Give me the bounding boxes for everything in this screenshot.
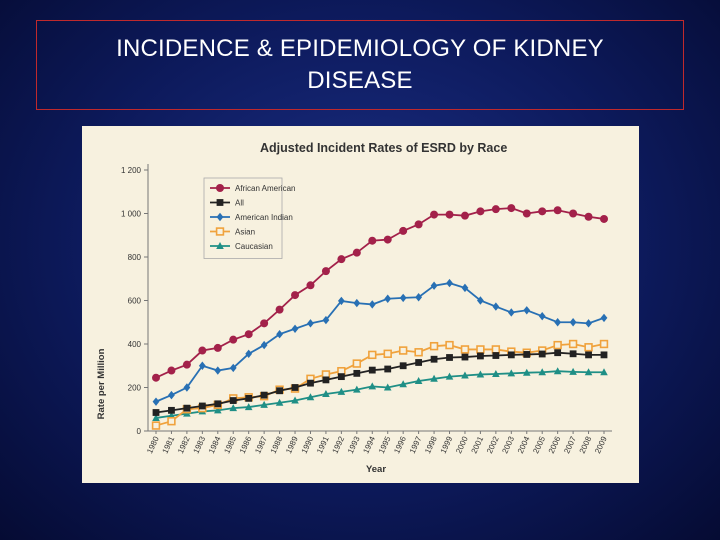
x-tick-label: 2001 [469,435,486,455]
data-point [523,306,530,314]
x-tick-label: 2005 [531,435,548,455]
x-tick-label: 2009 [593,435,609,455]
data-point [400,362,407,369]
data-point [415,359,422,366]
data-point [492,346,499,353]
data-point [198,347,206,355]
data-point [338,373,345,380]
data-point [446,211,454,219]
legend-label: African American [235,184,296,193]
series-line [156,344,604,426]
x-tick-label: 1984 [206,435,223,455]
slide-title-line-1: INCIDENCE & EPIDEMIOLOGY OF KIDNEY [116,35,604,62]
data-point [539,351,546,358]
data-point [183,361,191,369]
data-point [276,387,283,394]
x-tick-label: 1985 [222,435,239,455]
data-point [400,294,407,302]
data-point [183,405,190,412]
data-point [353,249,361,257]
x-tick-label: 1997 [407,435,424,455]
data-point [245,330,253,338]
x-tick-label: 2003 [500,435,517,455]
x-tick-label: 1983 [191,435,208,455]
data-point [322,267,330,275]
x-tick-label: 1991 [315,435,331,455]
data-point [415,349,422,356]
data-point [216,184,224,192]
data-point [153,397,160,405]
data-point [217,199,224,206]
x-tick-label: 1998 [423,435,439,455]
data-point [153,409,160,416]
data-point [600,215,608,223]
data-point [368,237,376,245]
data-point [168,407,175,414]
data-point [245,395,252,402]
x-tick-label: 1992 [330,435,347,455]
y-tick-label: 1 200 [120,166,141,175]
data-point [585,213,593,221]
data-point [508,351,515,358]
legend-label: American Indian [235,213,293,222]
data-point [570,318,577,326]
x-tick-label: 2004 [515,435,532,455]
x-tick-label: 1982 [176,435,192,455]
data-point [446,279,453,287]
legend-label: All [235,198,244,208]
data-point [446,354,453,361]
data-point [492,302,499,310]
data-point [477,346,484,353]
x-tick-label: 1989 [284,435,300,455]
data-point [585,319,592,327]
y-tick-label: 200 [127,383,141,393]
data-point [601,314,608,322]
data-point [292,384,299,391]
data-point [153,422,160,429]
chart-legend [204,178,295,259]
x-tick-label: 2007 [562,435,578,455]
data-point [217,228,224,235]
y-tick-label: 1 000 [120,209,141,219]
x-tick-label: 1981 [160,435,177,455]
x-tick-label: 2006 [546,435,563,455]
slide-title-line-2: DISEASE [307,67,413,94]
data-point [214,344,222,352]
data-point [260,319,268,327]
data-point [554,342,561,349]
data-point [476,207,484,215]
series-line [156,371,604,418]
data-point [306,281,314,289]
data-point [399,227,407,235]
data-point [523,351,530,358]
x-tick-label: 1996 [392,435,408,455]
x-tick-label: 2008 [577,435,594,455]
data-point [539,312,546,320]
data-point [492,205,500,213]
y-tick-label: 800 [127,253,141,262]
data-point [431,343,438,350]
data-point [431,356,438,363]
data-point [554,349,561,356]
data-point [461,212,469,220]
y-tick-label: 0 [136,427,141,436]
x-tick-label: 1990 [299,435,316,455]
data-point [199,403,206,410]
data-point [337,255,345,263]
data-point [384,236,392,244]
data-point [384,350,391,357]
chart-axes [121,164,612,455]
x-tick-label: 1987 [253,435,269,455]
data-point [230,397,237,404]
data-point [431,282,438,290]
series-all [153,349,608,416]
data-point [570,341,577,348]
data-point [523,210,531,218]
data-point [261,392,268,399]
slide-title-box [36,20,684,110]
data-point [570,350,577,357]
x-tick-label: 2002 [484,435,501,455]
y-axis-label: Rate per Million [96,348,107,420]
data-point [400,347,407,354]
series-line [156,353,604,413]
data-point [384,366,391,373]
data-point [569,210,577,218]
legend-label: Caucasian [235,242,273,251]
data-point [492,352,499,359]
x-tick-label: 1999 [438,435,455,455]
data-point [168,418,175,425]
data-point [462,354,469,361]
data-point [508,308,515,316]
data-point [152,374,160,382]
x-tick-label: 1988 [268,435,285,455]
data-point [369,367,376,374]
data-point [538,207,546,215]
data-point [291,291,299,299]
data-point [369,300,376,308]
data-point [323,376,330,383]
data-point [353,360,360,367]
esrd-line-chart [82,126,639,483]
x-axis-label: Year [365,464,387,475]
chart-title: Adjusted Incident Rates of ESRD by Race [260,141,508,155]
data-point [167,367,175,375]
x-tick-label: 1980 [145,435,161,455]
data-point [214,400,221,407]
data-point [507,204,515,212]
legend-label: Asian [235,227,256,237]
data-point [276,306,284,314]
x-tick-label: 1994 [361,435,378,455]
data-point [353,370,360,377]
data-point [261,341,268,349]
data-point [601,341,608,348]
data-point [477,353,484,360]
x-tick-label: 1993 [345,435,362,455]
data-point [585,344,592,351]
data-point [307,380,314,387]
data-point [229,336,237,344]
x-tick-label: 1986 [237,435,254,455]
slide-title [116,33,604,97]
data-point [415,220,423,228]
y-tick-label: 600 [127,296,141,306]
data-point [276,330,283,338]
data-point [369,351,376,358]
data-point [307,319,314,327]
x-tick-label: 1995 [376,435,393,455]
x-tick-label: 2000 [454,435,470,455]
data-point [415,293,422,301]
data-point [601,351,608,358]
data-point [446,342,453,349]
data-point [554,206,562,214]
y-tick-label: 400 [127,340,141,349]
data-point [292,325,299,333]
series-caucasian [152,367,608,421]
data-point [462,346,469,353]
series-line [156,283,604,402]
data-point [585,351,592,358]
data-point [430,211,438,219]
data-point [168,391,175,399]
data-point [554,318,561,326]
chart-panel [82,126,639,483]
data-point [353,299,360,307]
data-point [384,295,391,303]
data-point [214,366,221,374]
